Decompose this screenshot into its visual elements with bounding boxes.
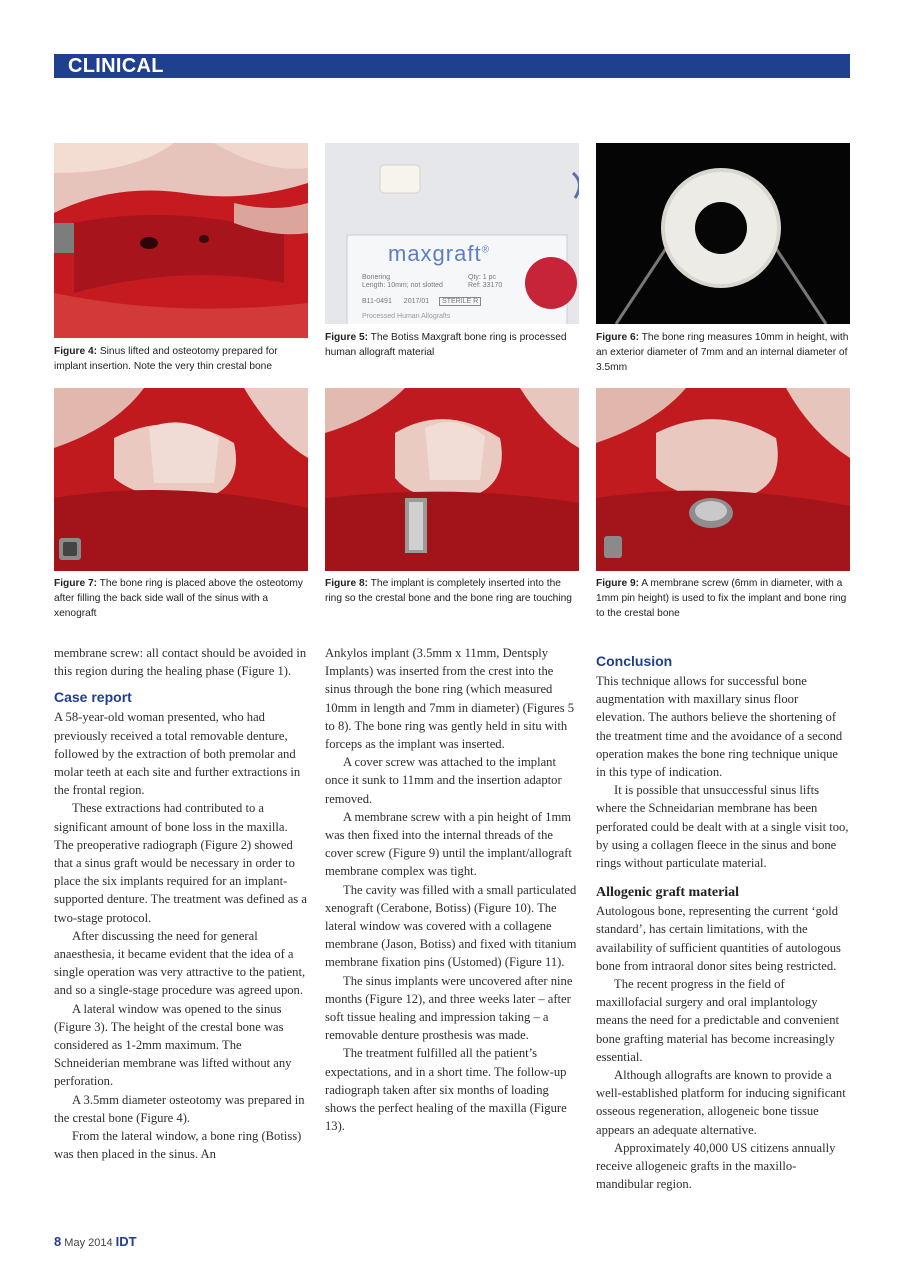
package-lot: B11-0491 — [362, 298, 392, 305]
body-paragraph: Although allografts are known to provide a well-established platform for inducing significant osseous regeneration, allogeneic bone tissue appears an adequate alternative. — [596, 1068, 846, 1137]
body-paragraph: Autologous bone, representing the current ‘gold standard’, has certain limitations, with the availability of sufficient quantities of autologous bone from intraoral donor sites being restricted. — [596, 904, 841, 973]
package-ref: Ref: 33170 — [468, 282, 503, 289]
body-paragraph: A 58-year-old woman presented, who had previously received a total removable denture, followed by the extraction of both premolar and molar teeth at each site and further extractions in the frontal region. — [54, 710, 301, 798]
body-paragraph: A membrane screw with a pin height of 1mm was then fixed into the internal threads of the cover screw (Figure 9) until the implant/allograft membrane complex was tight. — [325, 809, 572, 879]
figure-6-caption — [596, 331, 850, 375]
subsection-heading: Allogenic graft material — [596, 885, 740, 901]
section-heading: Conclusion — [596, 653, 673, 669]
figure-label: Figure 9: — [596, 578, 640, 589]
figure-9-photo — [596, 388, 850, 571]
page-number: 8 — [54, 1234, 62, 1249]
figure-4-caption — [54, 345, 308, 375]
figure-label: Figure 6: — [596, 332, 640, 343]
brand-name: maxgraft — [388, 241, 482, 266]
figure-5-photo — [325, 143, 579, 324]
package-line-1: Bonering — [362, 274, 391, 281]
body-paragraph: A 3.5mm diameter osteotomy was prepared in the crestal bone (Figure 4). — [54, 1092, 305, 1125]
body-paragraph: Ankylos implant (3.5mm x 11mm, Dentsply Implants) was inserted from the crest into the sinus through the bone ring (which measured 10mm in length and 7mm in diameter) (Figures 5 to 8). The bone ring was gently held in situ with forceps as the implant was inserted. — [325, 646, 575, 752]
figure-8-photo — [325, 388, 579, 571]
figure-4-photo — [54, 143, 308, 338]
body-column-1 — [54, 644, 308, 1163]
figure-6-photo — [596, 143, 850, 324]
body-column-3 — [596, 644, 850, 1193]
section-heading: Case report — [54, 689, 132, 706]
body-paragraph: This technique allows for successful bone augmentation with maxillary sinus floor elevation. The authors believe the shortening of the treatment time and the avoidance of a second operation makes the bone ring technique unique in this type of indication. — [596, 674, 843, 780]
body-column-2 — [325, 644, 579, 1135]
brand-reg: ® — [481, 244, 490, 256]
body-paragraph: The sinus implants were uncovered after nine months (Figure 12), and three weeks later – after soft tissue healing and impression taking – a removable denture prosthesis was made. — [325, 973, 573, 1043]
package-line-2: Length: 10mm; not slotted — [362, 282, 443, 289]
figure-text: Sinus lifted and osteotomy prepared for implant insertion. Note the very thin crestal bone — [54, 346, 278, 372]
figure-text: The implant is completely inserted into the ring so the crestal bone and the bone ring are touching — [325, 578, 572, 604]
package-sterile: STERILE R — [439, 297, 481, 306]
section-header-bar — [54, 54, 850, 78]
body-paragraph: These extractions had contributed to a significant amount of bone loss in the maxilla. The preoperative radiograph (Figure 2) showed that a sinus graft would be necessary in order to place the six implants required for an implant-supported denture. The treatment was defined as a two-stage protocol. — [54, 801, 307, 925]
package-expiry: 2017/01 — [403, 298, 430, 305]
issue-date: May 2014 — [64, 1237, 113, 1249]
body-paragraph: It is possible that unsuccessful sinus lifts where the Schneidarian membrane has been perforated could be dealt with at a single visit too, by using a collagen fleece in the sinus and bone rings without particulate material. — [596, 783, 849, 871]
figure-text: The bone ring measures 10mm in height, with an exterior diameter of 7mm and an internal diameter of 3.5mm — [596, 332, 849, 373]
package-footer: Processed Human Allografts — [362, 313, 451, 320]
figure-text: The bone ring is placed above the osteotomy after filling the back side wall of the sinus with a xenograft — [54, 578, 303, 619]
figure-5-caption — [325, 331, 579, 361]
body-paragraph: A lateral window was opened to the sinus (Figure 3). The height of the crestal bone was considered as 1-2mm maximum. The Schneiderian membrane was lifted without any perforation. — [54, 1001, 292, 1089]
figure-label: Figure 5: — [325, 332, 369, 343]
magazine-name: IDT — [115, 1234, 137, 1249]
body-paragraph: From the lateral window, a bone ring (Botiss) was then placed in the sinus. An — [54, 1129, 302, 1162]
body-paragraph: The treatment fulfilled all the patient’s expectations, and in a short time. The follow-up radiograph taken after six months of loading shows the perfect healing of the maxilla (Figure 13). — [325, 1046, 567, 1134]
figure-7-caption — [54, 577, 308, 621]
figure-text: A membrane screw (6mm in diameter, with a 1mm pin height) is used to fix the implant and bone ring to the crestal bone — [596, 578, 847, 619]
figure-label: Figure 7: — [54, 578, 98, 589]
package-qty: Qty: 1 pc — [468, 274, 497, 281]
figure-text: The Botiss Maxgraft bone ring is processed human allograft material — [325, 332, 567, 358]
body-paragraph: Approximately 40,000 US citizens annually receive allogeneic grafts in the maxillo-mandibular region. — [596, 1140, 836, 1192]
body-paragraph: A cover screw was attached to the implant once it sunk to 11mm and the insertion adaptor removed. — [325, 755, 562, 806]
body-paragraph: membrane screw: all contact should be avoided in this region during the healing phase (Figure 1). — [54, 646, 307, 679]
figure-label: Figure 8: — [325, 578, 369, 589]
figure-9-caption — [596, 577, 850, 621]
section-label: CLINICAL — [68, 55, 164, 77]
figure-label: Figure 4: — [54, 346, 98, 357]
figure-8-caption — [325, 577, 579, 607]
body-paragraph: After discussing the need for general anaesthesia, it became evident that the idea of a single operation was very attractive to the patient, and so a single-stage procedure was agreed upon. — [54, 928, 306, 998]
page-footer — [54, 1234, 137, 1249]
body-paragraph: The recent progress in the field of maxillofacial surgery and oral implantology means the need for a predictable and convenient bone grafting material has become increasingly essential. — [596, 977, 840, 1064]
body-paragraph: The cavity was filled with a small particulated xenograft (Cerabone, Botiss) (Figure 10). The lateral window was covered with a collagene membrane (Jason, Botiss) and fixed with titanium membrane fixation pins (Ustomed) (Figure 11). — [325, 882, 577, 970]
figure-7-photo — [54, 388, 308, 571]
